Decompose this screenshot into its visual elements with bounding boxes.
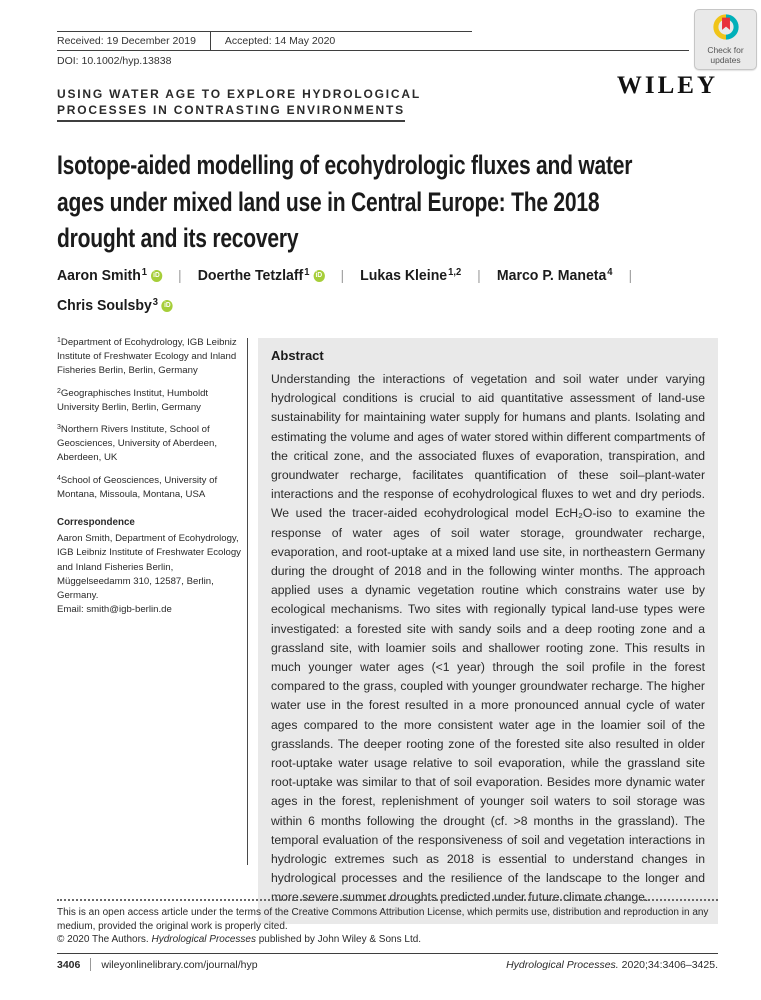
page-number: 3406 bbox=[57, 958, 81, 971]
author bbox=[497, 267, 613, 284]
footer-bar bbox=[57, 958, 718, 971]
author-affiliation-sup: 1,2 bbox=[448, 267, 462, 278]
special-issue-title bbox=[57, 87, 421, 122]
doi: DOI: 10.1002/hyp.13838 bbox=[57, 55, 172, 67]
open-access-text: This is an open access article under the terms of the Creative Commons Attribution License, which permits use, distribution and reproduction in any medium, provided the original work is properly cited. bbox=[57, 907, 709, 932]
author-name: Marco P. Maneta bbox=[496, 267, 607, 284]
author-separator: | bbox=[628, 267, 633, 283]
correspondence-heading: Correspondence bbox=[57, 517, 135, 529]
author-name: Lukas Kleine bbox=[360, 267, 448, 284]
author-affiliation-sup: 4 bbox=[607, 267, 613, 278]
affiliation: $^4$School of Geosciences, University of Montana, Missoula, Montana, USA bbox=[57, 474, 218, 500]
abstract-heading: Abstract bbox=[271, 348, 324, 363]
received-accepted-row bbox=[57, 31, 472, 51]
orcid-icon[interactable]: iD bbox=[162, 300, 173, 312]
author-row bbox=[57, 259, 715, 289]
journal-url: wileyonlinelibrary.com/journal/hyp bbox=[101, 958, 258, 971]
header-rule bbox=[57, 50, 689, 51]
author-list bbox=[57, 259, 757, 319]
license-note bbox=[57, 899, 718, 947]
correspondence-email: Email: smith@igb-berlin.de bbox=[57, 604, 172, 616]
series-title-line2: PROCESSES IN CONTRASTING ENVIRONMENTS bbox=[57, 103, 405, 123]
author-separator: | bbox=[178, 267, 182, 283]
wiley-logo: WILEY bbox=[616, 72, 718, 99]
column-divider-rule bbox=[247, 338, 248, 865]
orcid-icon[interactable]: iD bbox=[313, 270, 324, 282]
article-title bbox=[57, 147, 757, 257]
affiliation: $^2$Geographisches Institut, Humboldt University Berlin, Berlin, Germany bbox=[57, 387, 209, 413]
author-separator: | bbox=[340, 267, 345, 283]
author-affiliation-sup: 1 bbox=[141, 267, 148, 278]
copyright-line: © 2020 The Authors. Hydrological Processes published by John Wiley & Sons Ltd. bbox=[57, 934, 422, 946]
citation-rest: 2020;34:3406–3425. bbox=[618, 958, 718, 971]
citation-journal: Hydrological Processes. bbox=[506, 958, 619, 971]
title-line: drought and its recovery bbox=[57, 223, 299, 253]
author bbox=[360, 267, 461, 284]
author-affiliation-sup: 1 bbox=[304, 267, 310, 278]
check-for-updates-button[interactable] bbox=[694, 9, 757, 70]
abstract-section bbox=[258, 338, 718, 924]
badge-label-line1: Check for bbox=[707, 45, 744, 55]
author bbox=[57, 267, 162, 284]
orcid-icon[interactable]: iD bbox=[151, 270, 162, 282]
author-name: Aaron Smith bbox=[57, 267, 141, 284]
author bbox=[57, 297, 173, 314]
affiliation: $^3$Northern Rivers Institute, School of Geosciences, University of Aberdeen, Aberdeen, UK bbox=[57, 424, 217, 464]
author-row bbox=[57, 289, 715, 319]
author-name: Doerthe Tetzlaff bbox=[197, 267, 304, 284]
footer-rule bbox=[57, 953, 718, 954]
check-updates-icon bbox=[713, 14, 739, 45]
author-affiliation-sup: 3 bbox=[152, 297, 158, 308]
title-line: ages under mixed land use in Central Europe: The 2018 bbox=[57, 186, 600, 217]
received-date: Received: 19 December 2019 bbox=[57, 35, 196, 47]
badge-label-line2: updates bbox=[710, 54, 741, 65]
correspondence-text: Aaron Smith, Department of Ecohydrology, IGB Leibniz Institute of Freshwater Ecology and Inland Fisheries Berlin, Müggelseedamm 310, 12587, Berlin, Germany. bbox=[57, 533, 241, 602]
author-separator: | bbox=[477, 267, 481, 283]
left-column bbox=[57, 334, 242, 617]
abstract-text: Understanding the interactions of vegetation and soil water under varying hydrological conditions is crucial to aid quantitative assessment of land-use sustainability for maintaining water supply for humans and plants. Isolating and estimating the volume and ages of water stored within different compartments of the critical zone, and the associated fluxes of evaporation, transpiration, and groundwater recharge, facilitates quantification of these soil–plant-water interactions and the response of ecohydrological fluxes to wet and dry periods. We used the tracer-aided ecohydrological model EcH₂O-iso to examine the response of water ages of soil water storage, groundwater recharge, evaporation, and root-uptake at a mixed land use site, in northeastern Germany during the drought of 2018 and in the following winter months. The approach applied uses a dynamic vegetation routine which constrains water use by ecological mechanisms. Two sites with regionally typical land-use types were investigated: a forested site with sandy soils and a deep rooting zone and a grassland site, with loamier soils and shallower rooting zone. This results in much younger water ages (<1 year) through the soil profile in the forest compared to the grass, coupled with younger groundwater recharge. The higher water use in the forest resulted in a more pronounced annual cycle of water ages compared to the more consistent water age in the loamier soil of the grasslands. The deeper rooting zone of the forested site also resulted in older root-uptake water usage relative to soil evaporation, while the grassland site root-uptake was similar to that of soil evaporation. Besides more dynamic water ages in the forest, replenishment of younger soil waters to soil storage was within 6 months following the drought (cf. >8 months in the grassland). The temporal evaluation of the responsiveness of soil and vegetation interactions in hydrologic extremes such as 2018 is essential to understand changes in hydrological processes and the resilience of the landscape to the longer and more severe summer droughts predicted under future climate change. bbox=[271, 372, 705, 905]
accepted-date: Accepted: 14 May 2020 bbox=[224, 35, 336, 47]
author-name: Chris Soulsby bbox=[57, 297, 152, 314]
series-title-line1: USING WATER AGE TO EXPLORE HYDROLOGICAL bbox=[57, 87, 421, 101]
author bbox=[198, 267, 325, 284]
footer-divider bbox=[90, 958, 91, 971]
citation bbox=[506, 959, 718, 971]
affiliation: $^1$Department of Ecohydrology, IGB Leibniz Institute of Freshwater Ecology and Inland Fisheries Berlin, Berlin, Germany bbox=[57, 337, 237, 377]
journal-name: Hydrological Processes bbox=[151, 934, 256, 946]
title-line: Isotope-aided modelling of ecohydrologic fluxes and water bbox=[57, 150, 633, 180]
